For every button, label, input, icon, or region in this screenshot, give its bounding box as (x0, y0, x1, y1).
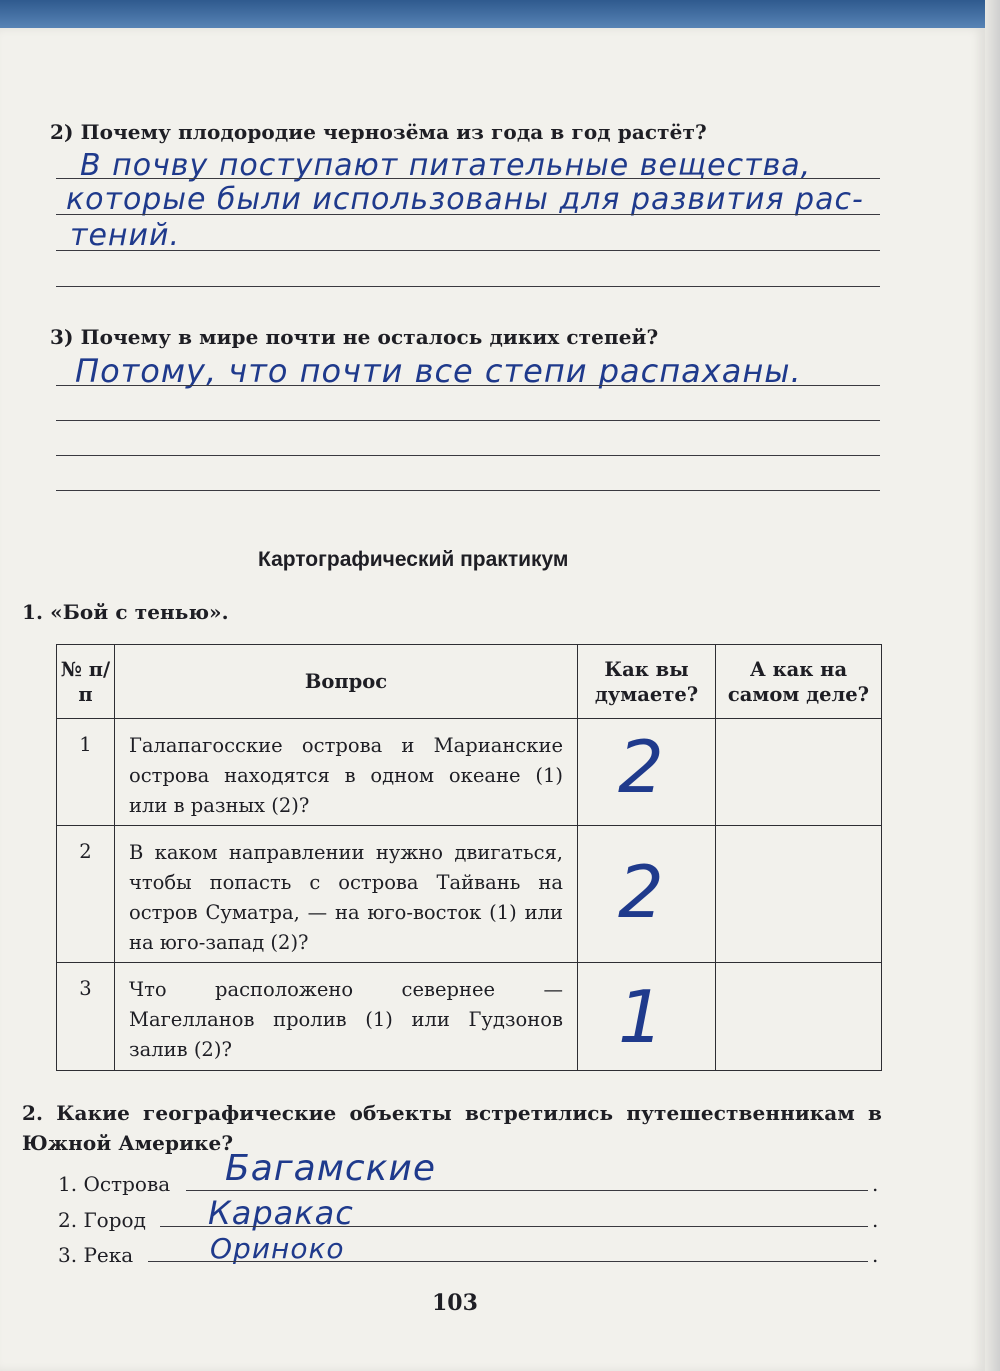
item-answer-city: Каракас (208, 1194, 354, 1232)
actual-cell[interactable] (716, 719, 882, 826)
answer-line (56, 286, 880, 287)
question-2-text: 2) Почему плодородие чернозёма из года в год растёт? (50, 120, 707, 144)
fill-line (160, 1226, 868, 1227)
row-question: Галапагосские острова и Марианские острова находятся в одном океане (1) или в разных (2)? (115, 719, 578, 826)
item-label-city: 2. Город (58, 1208, 146, 1232)
fill-line (148, 1261, 868, 1262)
page-edge (985, 0, 1000, 1371)
line-end-dot: . (872, 1172, 879, 1196)
fill-line (186, 1190, 868, 1191)
row-number: 3 (57, 963, 115, 1071)
guess-cell[interactable] (578, 826, 716, 963)
item-answer-islands: Багамские (225, 1148, 436, 1189)
answer-line (56, 178, 880, 179)
row-number: 2 (57, 826, 115, 963)
shadow-fight-table (56, 644, 882, 1071)
answer-line (56, 490, 880, 491)
answer-2-line-3: тений. (70, 218, 181, 253)
answer-line (56, 214, 880, 215)
actual-cell[interactable] (716, 963, 882, 1071)
task-2-title: 2. Какие географические объекты встретились путешественникам в Южной Америке? (22, 1101, 882, 1155)
table-header-row (57, 645, 882, 719)
answer-line (56, 250, 880, 251)
row-question: Что расположено севернее — Магелланов пролив (1) или Гудзонов залив (2)? (115, 963, 578, 1071)
book-cover-edge (0, 0, 1000, 30)
section-heading: Картографический практикум (258, 548, 569, 571)
actual-cell[interactable] (716, 826, 882, 963)
header-number: № п/п (57, 645, 115, 719)
answer-line (56, 420, 880, 421)
guess-answer: 2 (618, 725, 664, 809)
page-number: 103 (432, 1290, 478, 1316)
answer-3-line-1: Потому, что почти все степи распаханы. (75, 352, 802, 390)
item-label-islands: 1. Острова (58, 1172, 171, 1196)
row-number: 1 (57, 719, 115, 826)
answer-line (56, 455, 880, 456)
question-3-text: 3) Почему в мире почти не осталось диких степей? (50, 325, 659, 349)
header-question: Вопрос (115, 645, 578, 719)
row-question: В каком направлении нужно двигаться, чтобы попасть с острова Тайвань на остров Суматра, — на юго-восток (1) или на юго-запад (2)? (115, 826, 578, 963)
task-1-title: 1. «Бой с тенью». (22, 600, 229, 624)
answer-line (56, 385, 880, 386)
line-end-dot: . (872, 1208, 879, 1232)
answer-2-line-1: В почву поступают питательные вещества, (80, 148, 812, 183)
item-answer-river: Ориноко (210, 1232, 345, 1265)
line-end-dot: . (872, 1243, 879, 1267)
table-row (57, 963, 882, 1071)
table-row (57, 719, 882, 826)
item-label-river: 3. Река (58, 1243, 134, 1267)
header-actual: А как на самом деле? (716, 645, 882, 719)
guess-cell[interactable] (578, 963, 716, 1071)
guess-answer: 2 (618, 850, 664, 934)
guess-answer: 1 (618, 975, 664, 1059)
answer-2-line-2: которые были использованы для развития рас- (66, 182, 864, 217)
header-guess: Как вы думаете? (578, 645, 716, 719)
table-row (57, 826, 882, 963)
guess-cell[interactable] (578, 719, 716, 826)
